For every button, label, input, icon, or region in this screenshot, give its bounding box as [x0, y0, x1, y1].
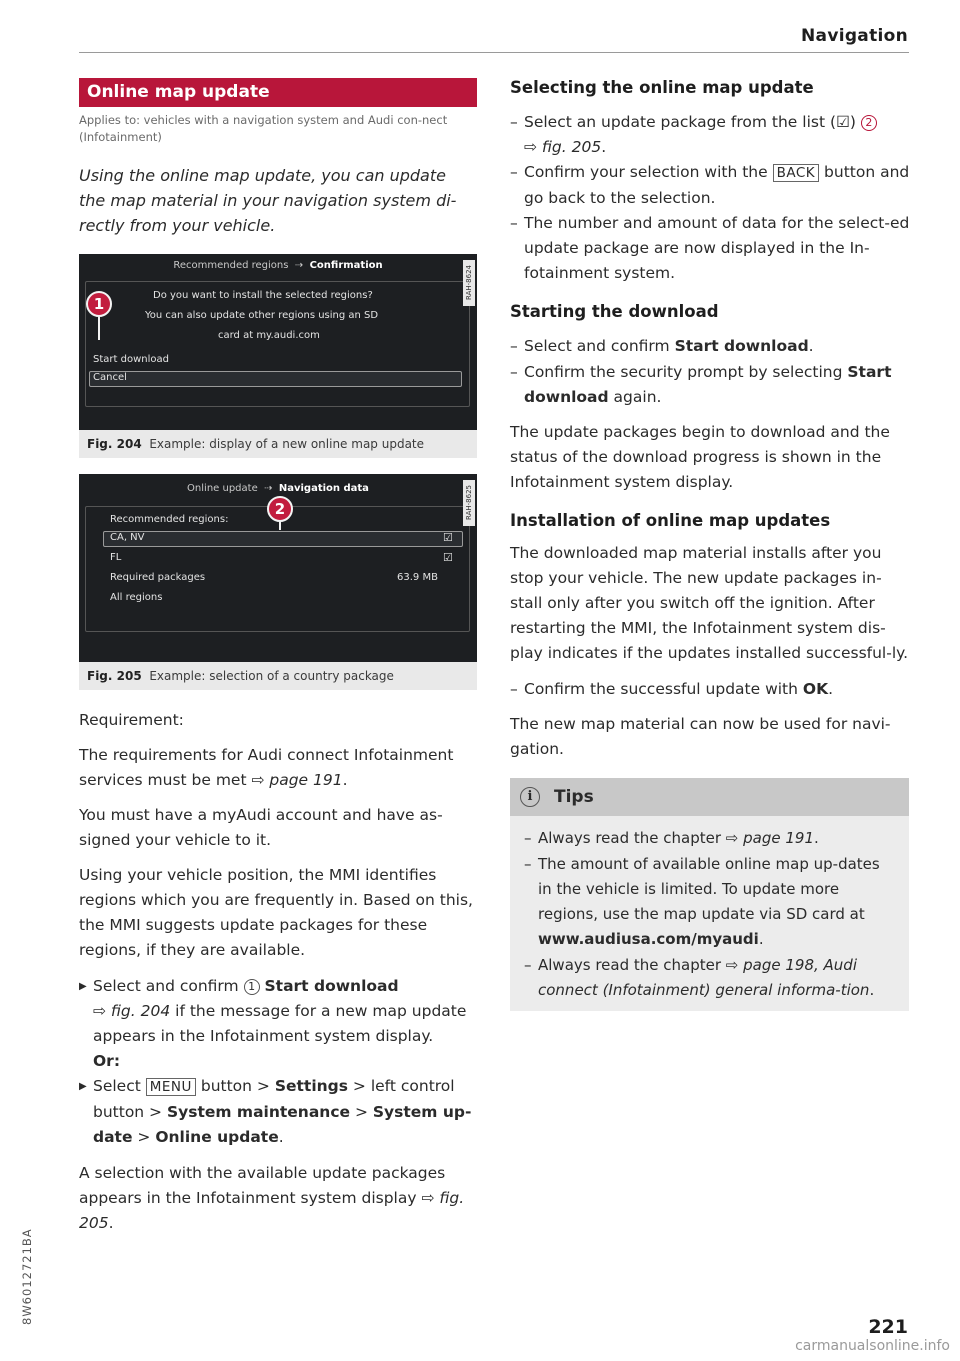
- checkbox-checked-icon[interactable]: ☑: [443, 531, 453, 544]
- info-icon: i: [520, 787, 540, 807]
- document-id: 8W6012721BA: [20, 1228, 34, 1325]
- checkbox-checked-icon[interactable]: ☑: [443, 551, 453, 564]
- figure-205-screen: [79, 474, 477, 662]
- tips-header: i Tips: [510, 778, 909, 816]
- confirm-ok-step: – Confirm the successful update with OK.: [510, 680, 834, 698]
- dialog-question: Do you want to install the selected regions?: [153, 290, 373, 301]
- fig-204-link[interactable]: ⇨ fig. 204: [93, 1002, 171, 1020]
- screen-title: Online update ⇢ Navigation data: [187, 483, 369, 494]
- cancel-option[interactable]: Cancel: [93, 372, 127, 383]
- cancel-option-highlight[interactable]: [89, 371, 462, 387]
- installation-paragraph: The downloaded map material installs after you stop your vehicle. The new update packages in-stall only after you switch off the ignition. After restarting the MMI, the Infotainment system dis-play indicates if the updates installed successful-ly.: [510, 544, 909, 662]
- fig-205-link[interactable]: ⇨ fig. 205: [79, 1189, 465, 1232]
- new-material-paragraph: The new map material can now be used for navi-gation.: [510, 715, 891, 758]
- figure-205-caption: Fig. 205 Example: selection of a country package: [79, 662, 477, 690]
- figure-code: RAH-8624: [463, 260, 475, 306]
- applies-to-note: Applies to: vehicles with a navigation system and Audi con-nect (Infotainment): [79, 113, 448, 144]
- arrow-bullet-icon: ▶: [79, 1081, 87, 1092]
- start-download-option[interactable]: Start download: [93, 354, 169, 365]
- start-step-2: – Confirm the security prompt by selecting Start download again.: [510, 363, 892, 406]
- or-label: Or:: [93, 1052, 121, 1070]
- requirement-label: Requirement:: [79, 711, 184, 729]
- checkbox-checked-icon: ☑: [836, 113, 850, 131]
- heading-installation: Installation of online map updates: [510, 511, 831, 530]
- step-select-start-download: ▶ Select and confirm 1 Start download ⇨ fig. 204 if the message for a new map update appears in the Infotainment system display.: [79, 974, 477, 1049]
- fig-205-link[interactable]: ⇨ fig. 205: [524, 138, 602, 156]
- page-191-link[interactable]: ⇨ page 191: [725, 829, 814, 847]
- select-step-3: – The number and amount of data for the select-ed update package are now displayed in the In-fotainment system.: [510, 214, 910, 282]
- back-key: BACK: [773, 164, 820, 182]
- arrow-bullet-icon: ▶: [79, 981, 87, 992]
- figure-204-screen: [79, 254, 477, 430]
- regions-paragraph: Using your vehicle position, the MMI identifies regions which you are frequently in. Based on this, the MMI suggests update packages for these regions, if they are available.: [79, 866, 473, 959]
- list-header: Recommended regions:: [110, 514, 229, 525]
- watermark: carmanualsonline.info: [795, 1338, 950, 1354]
- start-step-1: – Select and confirm Start download.: [510, 337, 814, 355]
- select-step-1: – Select an update package from the list (☑) 2 ⇨ fig. 205.: [510, 110, 910, 160]
- running-header: Navigation: [801, 26, 908, 46]
- tips-box: [510, 778, 909, 1011]
- dialog-hint-line-2: card at my.audi.com: [218, 330, 320, 341]
- heading-starting: Starting the download: [510, 302, 719, 321]
- page-198-link[interactable]: ⇨ page 198, Audi connect (Infotainment) general informa-tion: [538, 956, 870, 999]
- myaudi-paragraph: You must have a myAudi account and have as-signed your vehicle to it.: [79, 806, 443, 849]
- select-step-2: – Confirm your selection with the BACK button and go back to the selection.: [510, 163, 910, 207]
- required-packages-label: Required packages: [110, 572, 206, 583]
- all-regions-option[interactable]: All regions: [110, 592, 163, 603]
- callout-ref-2: 2: [861, 115, 877, 131]
- dialog-hint-line-1: You can also update other regions using an SD: [145, 310, 379, 321]
- region-fl[interactable]: FL: [110, 552, 122, 563]
- screen-title: Recommended regions ⇢ Confirmation: [173, 260, 383, 271]
- callout-2: 2: [267, 496, 293, 522]
- header-rule: [79, 52, 909, 53]
- figure-code: RAH-8625: [463, 480, 475, 526]
- heading-selecting: Selecting the online map update: [510, 78, 814, 97]
- tip-3: – Always read the chapter ⇨ page 198, Audi connect (Infotainment) general informa-tion.: [524, 956, 875, 999]
- step-menu-path: ▶ Select MENU button > Settings > left control button > System maintenance > System up-date > Online update.: [79, 1074, 477, 1150]
- arrow-right-icon: ⇢: [260, 483, 276, 494]
- page-number: 221: [868, 1316, 908, 1338]
- arrow-right-icon: ⇢: [291, 260, 307, 271]
- left-column: [79, 78, 477, 1236]
- intro-paragraph: Using the online map update, you can update the map material in your navigation system di-rectly from your vehicle.: [79, 166, 457, 235]
- selection-paragraph: A selection with the available update packages appears in the Infotainment system display ⇨ fig. 205.: [79, 1164, 465, 1232]
- figure-204-caption: Fig. 204 Example: display of a new online map update: [79, 430, 477, 458]
- region-ca-nv-highlight[interactable]: [103, 531, 463, 547]
- required-packages-size: 63.9 MB: [397, 572, 438, 583]
- menu-key: MENU: [146, 1078, 196, 1096]
- page-191-link[interactable]: ⇨ page 191: [251, 771, 343, 789]
- requirement-paragraph: The requirements for Audi connect Infotainment services must be met ⇨ page 191.: [79, 746, 454, 789]
- download-progress-paragraph: The update packages begin to download and the status of the download progress is shown in the Infotainment system display.: [510, 423, 890, 491]
- callout-ref-1: 1: [244, 979, 260, 995]
- section-banner: Online map update: [79, 78, 477, 107]
- right-column: [510, 76, 910, 1011]
- callout-1: 1: [86, 291, 112, 317]
- region-ca-nv[interactable]: CA, NV: [110, 532, 145, 543]
- tip-1: – Always read the chapter ⇨ page 191.: [524, 829, 819, 847]
- callout-stem: [98, 314, 100, 340]
- myaudi-url[interactable]: www.audiusa.com/myaudi: [538, 930, 759, 948]
- tip-2: – The amount of available online map up-dates in the vehicle is limited. To update more regions, use the map update via SD card at www.audiusa.com/myaudi.: [524, 855, 880, 948]
